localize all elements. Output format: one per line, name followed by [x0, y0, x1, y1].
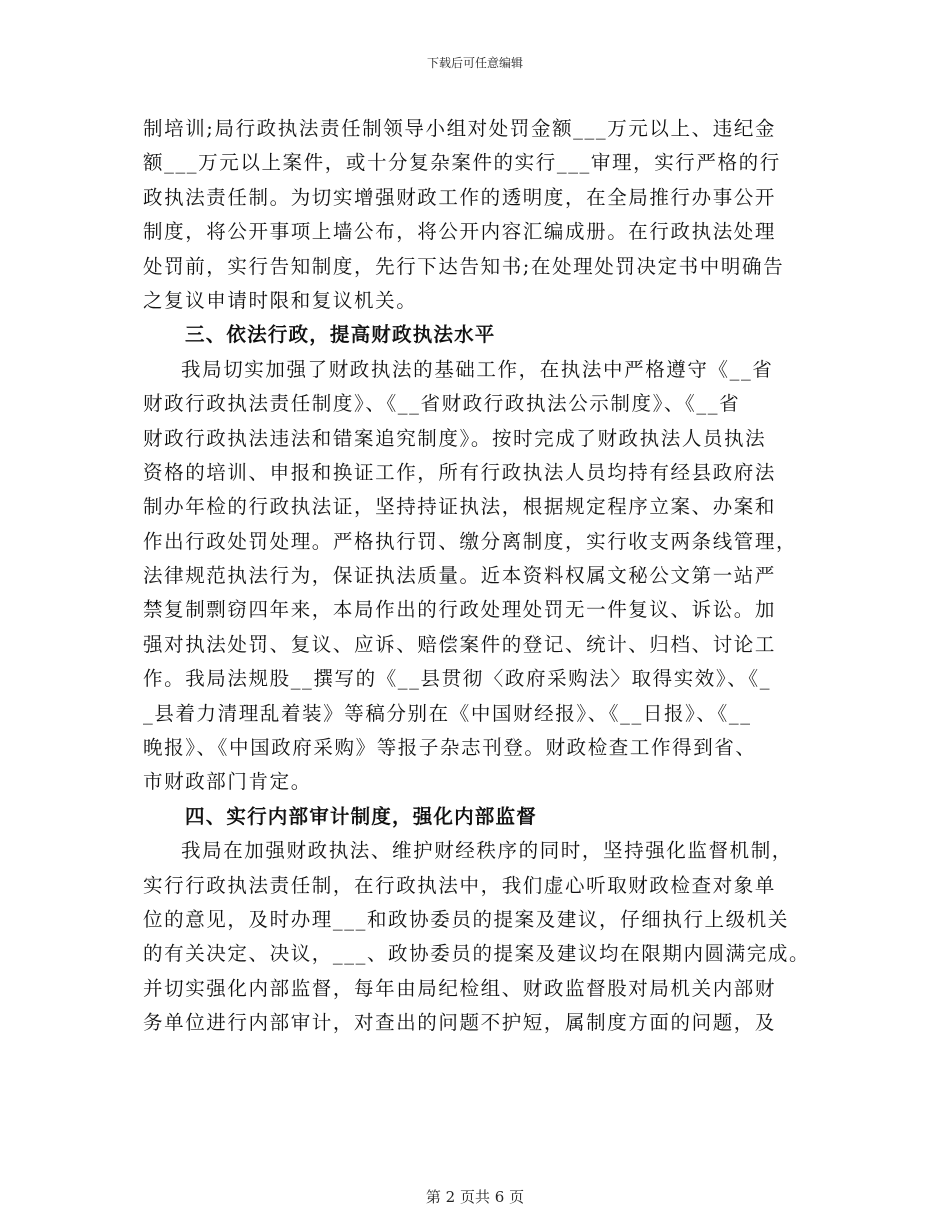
document-body	[143, 112, 823, 1041]
paragraph-line: 作。我局法规股__撰写的《__县贯彻〈政府采购法〉取得实效》、《_	[143, 667, 772, 691]
paragraph-line: 位的意见，及时办理___和政协委员的提案及建议，仔细执行上级机关	[143, 907, 789, 931]
paragraph-line: 制培训;局行政执法责任制领导小组对处罚金额___万元以上、违纪金	[143, 117, 777, 140]
paragraph-line: 制度，将公开事项上墙公布，将公开内容汇编成册。在行政执法处理	[143, 220, 777, 244]
paragraph-line: 实行行政执法责任制，在行政执法中，我们虚心听取财政检查对象单	[143, 873, 777, 897]
paragraph-line: 政执法责任制。为切实增强财政工作的透明度，在全局推行办事公开	[143, 185, 777, 209]
paragraph-line: 我局在加强财政执法、维护财经秩序的同时，坚持强化监督机制，	[181, 839, 793, 863]
paragraph-line: 的有关决定、决议，___、政协委员的提案及建议均在限期内圆满完成。	[143, 942, 811, 966]
paragraph-line: 制办年检的行政执法证，坚持持证执法，根据规定程序立案、办案和	[143, 495, 777, 519]
paragraph-line: 处罚前，实行告知制度，先行下达告知书;在处理处罚决定书中明确告	[143, 254, 785, 278]
paragraph-line: _县着力清理乱着装》等稿分别在《中国财经报》、《__日报》、《__	[143, 701, 752, 725]
paragraph-line: 禁复制剽窃四年来，本局作出的行政处理处罚无一件复议、诉讼。加	[143, 598, 777, 622]
paragraph-line: 额___万元以上案件，或十分复杂案件的实行___审理，实行严格的行	[143, 151, 781, 175]
paragraph-line: 财政行政执法责任制度》、《__省财政行政执法公示制度》、《__省	[143, 392, 741, 416]
section-heading-3: 三、依法行政，提高财政执法水平	[185, 323, 496, 347]
paragraph-line: 我局切实加强了财政执法的基础工作，在执法中严格遵守《__省	[181, 357, 774, 381]
paragraph-line: 并切实强化内部监督，每年由局纪检组、财政监督股对局机关内部财	[143, 976, 777, 1000]
paragraph-line: 市财政部门肯定。	[143, 770, 312, 794]
paragraph-line: 强对执法处罚、复议、应诉、赔偿案件的登记、统计、归档、讨论工	[143, 632, 777, 656]
paragraph-line: 财政行政执法违法和错案追究制度》。按时完成了财政执法人员执法	[143, 426, 767, 450]
paragraph-line: 资格的培训、申报和换证工作，所有行政执法人员均持有经县政府法	[143, 460, 777, 484]
paragraph-line: 之复议申请时限和复议机关。	[143, 288, 418, 312]
paragraph-line: 晚报》、《中国政府采购》等报子杂志刊登。财政检查工作得到省、	[143, 736, 757, 760]
section-heading-4: 四、实行内部审计制度，强化内部监督	[185, 804, 537, 828]
paragraph-line: 法律规范执法行为，保证执法质量。近本资料权属文秘公文第一站严	[143, 564, 777, 588]
page-header: 下载后可任意编辑	[426, 56, 523, 70]
paragraph-line: 作出行政处罚处理。严格执行罚、缴分离制度，实行收支两条线管理，	[143, 529, 798, 553]
page-number: 第 2 页共 6 页	[425, 1188, 525, 1206]
paragraph-line: 务单位进行内部审计，对查出的问题不护短，属制度方面的问题，及	[143, 1011, 777, 1035]
